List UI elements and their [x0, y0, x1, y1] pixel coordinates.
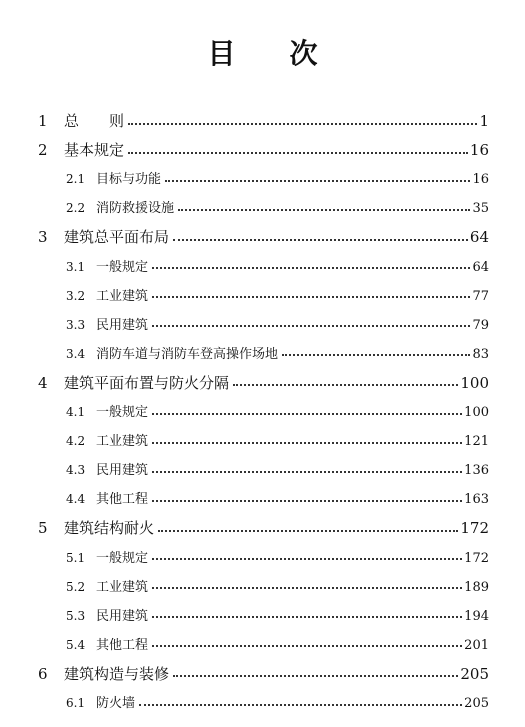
toc-entry[interactable]	[66, 314, 489, 333]
toc-entry[interactable]	[66, 168, 489, 187]
toc-entry-page: 172	[464, 550, 489, 566]
toc-entry-label: 民用建筑	[96, 463, 149, 479]
toc-entry[interactable]	[66, 605, 489, 624]
toc-entry-number: 6	[38, 664, 48, 683]
toc-entry-number: 1	[38, 112, 48, 130]
toc-entry-number: 4.3	[66, 463, 86, 478]
toc-dot-leader	[152, 500, 462, 502]
toc-entry-number: 5	[38, 519, 48, 538]
toc-entry-number: 5.2	[66, 579, 86, 594]
toc-entry-label: 防火墙	[96, 696, 136, 711]
toc-entry-page: 35	[472, 201, 489, 217]
toc-dot-leader	[152, 413, 462, 415]
toc-entry[interactable]	[66, 343, 489, 362]
toc-entry-label: 工业建筑	[96, 434, 149, 450]
toc-entry-label: 总 则	[64, 112, 125, 130]
toc-entry[interactable]	[38, 663, 489, 684]
toc-entry[interactable]	[66, 692, 489, 711]
toc-dot-leader	[173, 675, 458, 677]
toc-entry-label: 建筑平面布置与防火分隔	[64, 373, 230, 392]
toc-entry-label: 其他工程	[96, 492, 149, 508]
toc-dot-leader	[152, 296, 470, 298]
toc-entry-page: 189	[464, 579, 489, 595]
toc-entry-number: 3.4	[66, 346, 86, 361]
toc-entry-number: 3.1	[66, 259, 86, 274]
toc-entry-label: 一般规定	[96, 405, 149, 420]
toc-dot-leader	[152, 325, 470, 327]
toc-entry-number: 3	[38, 228, 48, 247]
toc-entry-label: 工业建筑	[96, 288, 149, 304]
toc-entry-page: 100	[460, 373, 489, 392]
toc-entry-page: 100	[464, 405, 489, 420]
toc-entry-label: 目标与功能	[96, 172, 162, 188]
toc-entry[interactable]	[66, 197, 489, 216]
toc-entry[interactable]	[66, 634, 489, 653]
toc-entry-number: 2	[38, 141, 48, 160]
toc-dot-leader	[128, 152, 468, 154]
toc-entry[interactable]	[66, 285, 489, 304]
toc-entry-page: 64	[469, 228, 489, 247]
title-char-2: 次	[289, 37, 318, 70]
toc-entry[interactable]	[66, 576, 489, 595]
toc-entry[interactable]	[38, 226, 489, 247]
toc-entry-page: 79	[472, 317, 489, 333]
toc-dot-leader	[178, 209, 470, 211]
toc-entry-label: 建筑结构耐火	[64, 519, 155, 538]
toc-entry-number: 4.1	[66, 405, 86, 419]
toc-entry-label: 消防车道与消防车登高操作场地	[96, 346, 279, 362]
toc-entry-page: 163	[464, 492, 489, 508]
toc-entry[interactable]	[66, 488, 489, 507]
toc-entry-number: 5.4	[66, 637, 86, 652]
toc-entry-label: 建筑构造与装修	[64, 664, 170, 683]
toc-entry-label: 基本规定	[64, 141, 125, 160]
toc-entry-page: 121	[464, 434, 489, 450]
toc-entry-page: 136	[464, 463, 489, 479]
toc-dot-leader	[128, 123, 477, 125]
toc-entry-number: 2.1	[66, 172, 86, 187]
toc-dot-leader	[152, 267, 470, 269]
toc-entry-page: 64	[472, 259, 489, 275]
toc-entry-number: 4.2	[66, 434, 86, 449]
toc-dot-leader	[139, 704, 462, 706]
toc-entry-page: 172	[460, 519, 489, 538]
toc-entry-page: 1	[479, 112, 489, 130]
toc-entry-page: 77	[472, 288, 489, 304]
toc-entry-page: 194	[464, 608, 489, 624]
toc-dot-leader	[152, 442, 462, 444]
toc-dot-leader	[173, 239, 468, 241]
toc-entry-number: 2.2	[66, 201, 86, 216]
toc-entry-number: 5.1	[66, 550, 86, 565]
toc-entry-number: 4	[38, 373, 48, 392]
toc-entry-number: 3.3	[66, 317, 86, 332]
toc-entry-page: 16	[472, 172, 489, 188]
toc-entry-label: 工业建筑	[96, 579, 149, 595]
toc-entry-number: 6.1	[66, 696, 86, 710]
toc-dot-leader	[152, 645, 462, 647]
toc-entry-label: 民用建筑	[96, 317, 149, 333]
toc-entry-number: 4.4	[66, 492, 86, 507]
toc-entry-page: 16	[469, 141, 489, 160]
toc-entry[interactable]	[66, 430, 489, 449]
toc-dot-leader	[282, 354, 470, 356]
toc-dot-leader	[152, 558, 462, 560]
toc-entry-page: 201	[464, 637, 489, 653]
toc-entry-label: 一般规定	[96, 259, 149, 275]
toc-dot-leader	[158, 530, 458, 532]
toc-dot-leader	[165, 180, 470, 182]
toc-entry[interactable]	[66, 459, 489, 478]
page-title	[0, 32, 525, 72]
toc-entry-page: 83	[472, 346, 489, 362]
toc-entry-label: 一般规定	[96, 550, 149, 566]
toc-entry[interactable]	[38, 517, 489, 538]
toc-entry[interactable]	[66, 401, 489, 420]
toc-entry[interactable]	[66, 547, 489, 566]
toc-entry-label: 其他工程	[96, 637, 149, 653]
toc-entry-number: 3.2	[66, 288, 86, 303]
toc-dot-leader	[152, 587, 462, 589]
toc-entry[interactable]	[38, 110, 489, 131]
toc-dot-leader	[233, 384, 458, 386]
toc-entry-label: 消防救援设施	[96, 201, 175, 217]
toc-entry[interactable]	[66, 256, 489, 275]
toc-entry[interactable]	[38, 139, 489, 160]
toc-entry-page: 205	[460, 664, 489, 683]
toc-entry-label: 建筑总平面布局	[64, 228, 170, 247]
toc-entry-page: 205	[464, 696, 489, 711]
toc-entry-label: 民用建筑	[96, 608, 149, 624]
toc-dot-leader	[152, 471, 462, 473]
toc-entry[interactable]	[38, 372, 489, 393]
toc-dot-leader	[152, 616, 462, 618]
title-char-1: 目	[207, 37, 236, 70]
toc-entry-number: 5.3	[66, 608, 86, 623]
